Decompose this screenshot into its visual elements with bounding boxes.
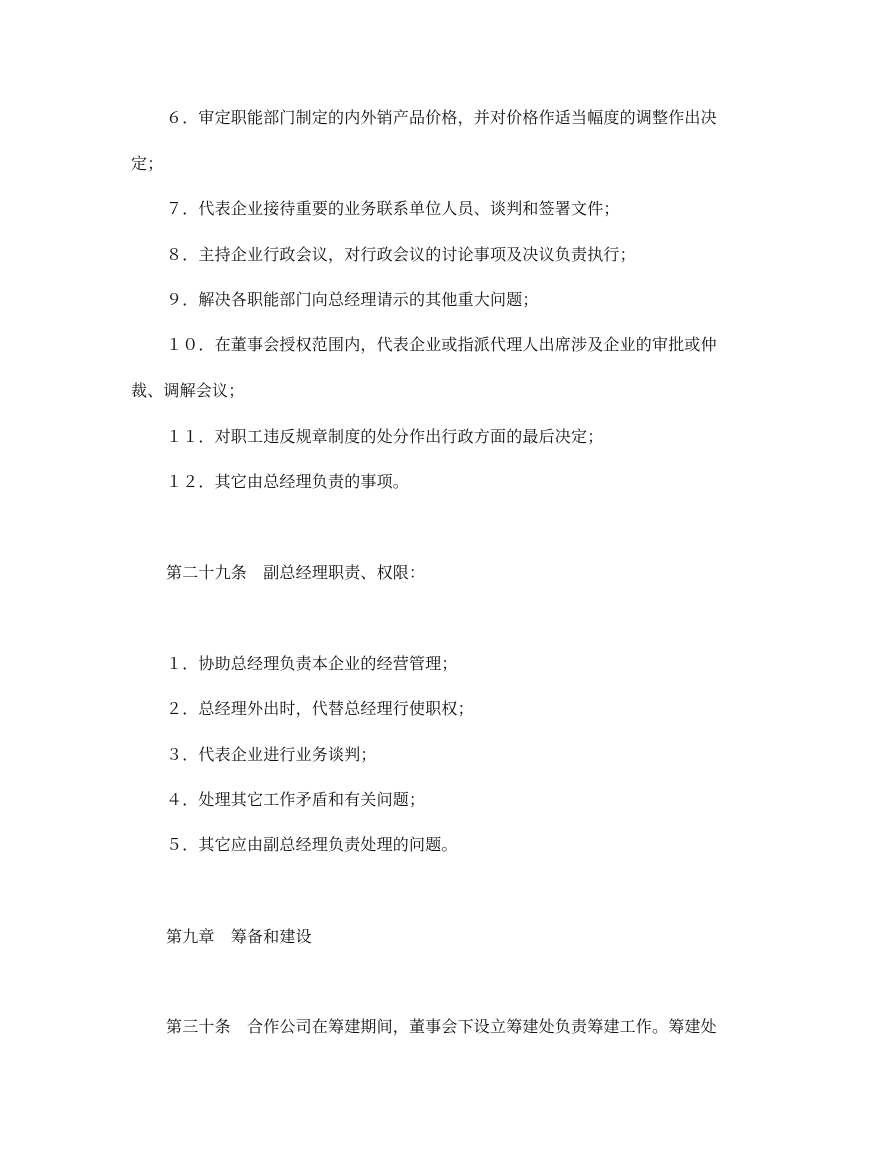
article-paragraph: 第三十条 合作公司在筹建期间，董事会下设立筹建处负责筹建工作。筹建处: [166, 1017, 717, 1036]
article-heading: 第二十九条 副总经理职责、权限：: [166, 563, 426, 582]
list-item: ７．代表企业接待重要的业务联系单位人员、谈判和签署文件；: [166, 199, 620, 218]
list-item: １１．对职工违反规章制度的处分作出行政方面的最后决定；: [166, 427, 604, 446]
list-item: １２．其它由总经理负责的事项。: [166, 472, 410, 491]
list-item: ８．主持企业行政会议，对行政会议的讨论事项及决议负责执行；: [166, 245, 636, 264]
list-item: ６．审定职能部门制定的内外销产品价格，并对价格作适当幅度的调整作出决: [166, 108, 717, 127]
list-item: ５．其它应由副总经理负责处理的问题。: [166, 835, 458, 854]
list-item: ３．代表企业进行业务谈判；: [166, 745, 377, 764]
list-item: ４．处理其它工作矛盾和有关问题；: [166, 790, 426, 809]
list-item: ２．总经理外出时，代替总经理行使职权；: [166, 699, 474, 718]
list-item-continuation: 定；: [131, 154, 164, 173]
chapter-heading: 第九章 筹备和建设: [166, 927, 312, 946]
list-item: ９．解决各职能部门向总经理请示的其他重大问题；: [166, 290, 539, 309]
list-item-continuation: 裁、调解会议；: [131, 381, 245, 400]
list-item: １．协助总经理负责本企业的经营管理；: [166, 654, 458, 673]
list-item: １０．在董事会授权范围内，代表企业或指派代理人出席涉及企业的审批或仲: [166, 335, 717, 354]
